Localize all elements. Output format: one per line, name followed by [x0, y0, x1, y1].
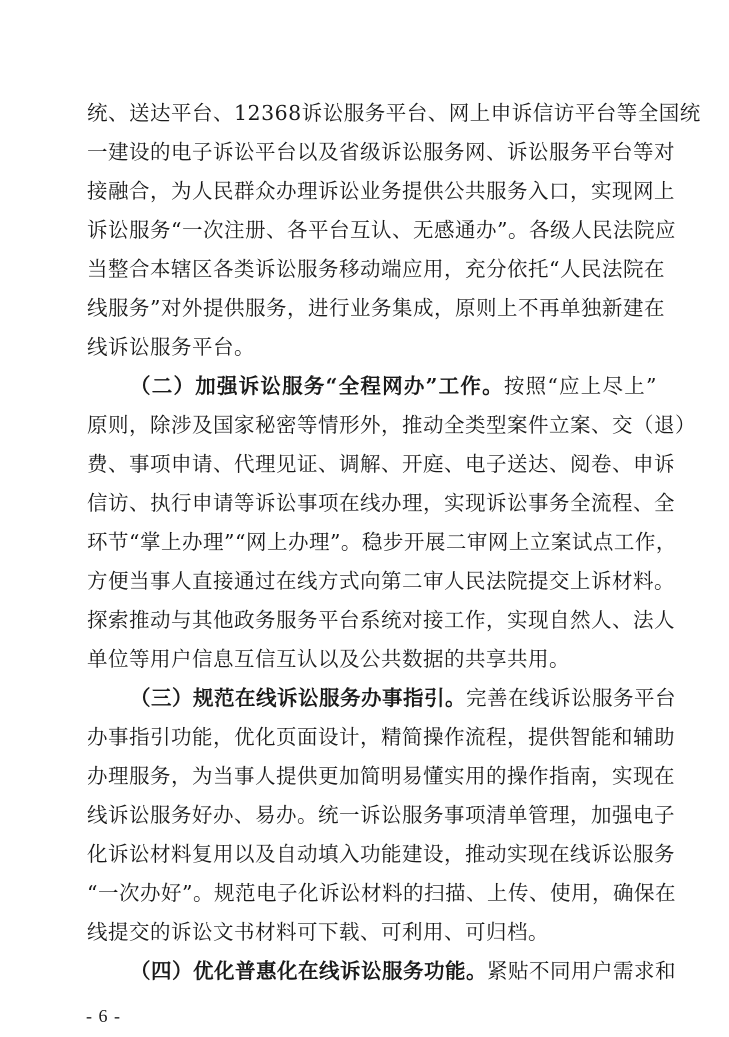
- body-text-line: 原则，除涉及国家秘密等情形外，推动全类型案件立案、交（退）: [87, 413, 696, 437]
- body-text-line: 办事指引功能，优化页面设计，精简操作流程，提供智能和辅助: [87, 725, 675, 749]
- body-text-line: 线服务”对外提供服务，进行业务集成，原则上不再单独新建在: [87, 296, 665, 320]
- section-heading-line: [130, 956, 676, 986]
- body-text-line: 线诉讼服务平台。: [87, 335, 255, 359]
- body-text-line: 统、送达平台、12368诉讼服务平台、网上申诉信访平台等全国统: [87, 101, 701, 125]
- body-text-line: 单位等用户信息互信互认以及公共数据的共享共用。: [87, 647, 570, 671]
- body-text-line: 一建设的电子诉讼平台以及省级诉讼服务网、诉讼服务平台等对: [87, 140, 675, 164]
- body-text-line: 线诉讼服务好办、易办。统一诉讼服务事项清单管理，加强电子: [87, 803, 675, 827]
- body-text-line: 线提交的诉讼文书材料可下载、可利用、可归档。: [87, 920, 549, 944]
- section-heading-line: [130, 683, 676, 713]
- body-text-line: “一次办好”。规范电子化诉讼材料的扫描、上传、使用，确保在: [87, 881, 676, 905]
- section-heading: （四）优化普惠化在线诉讼服务功能。: [130, 959, 487, 983]
- body-text: 按照“应上尽上”: [503, 374, 657, 398]
- body-text-line: 方便当事人直接通过在线方式向第二审人民法院提交上诉材料。: [87, 569, 675, 593]
- body-text-line: 当整合本辖区各类诉讼服务移动端应用，充分依托“人民法院在: [87, 257, 665, 281]
- section-heading: （二）加强诉讼服务“全程网办”工作。: [130, 374, 504, 398]
- body-text-line: 接融合，为人民群众办理诉讼业务提供公共服务入口，实现网上: [87, 179, 675, 203]
- section-heading-line: [130, 371, 657, 401]
- body-text: 完善在线诉讼服务平台: [466, 686, 676, 710]
- body-text-line: 办理服务，为当事人提供更加简明易懂实用的操作指南，实现在: [87, 764, 675, 788]
- body-text-line: 费、事项申请、代理见证、调解、开庭、电子送达、阅卷、申诉: [87, 452, 675, 476]
- section-heading: （三）规范在线诉讼服务办事指引。: [130, 686, 466, 710]
- body-text: 紧贴不同用户需求和: [487, 959, 676, 983]
- body-text-line: 信访、执行申请等诉讼事项在线办理，实现诉讼事务全流程、全: [87, 491, 675, 515]
- body-text-line: 化诉讼材料复用以及自动填入功能建设，推动实现在线诉讼服务: [87, 842, 675, 866]
- page-number: - 6 -: [86, 1006, 121, 1026]
- body-text-line: 探索推动与其他政务服务平台系统对接工作，实现自然人、法人: [87, 608, 675, 632]
- body-text-line: 环节“掌上办理”“网上办理”。稳步开展二审网上立案试点工作，: [87, 530, 677, 554]
- body-text-line: 诉讼服务“一次注册、各平台互认、无感通办”。各级人民法院应: [87, 218, 676, 242]
